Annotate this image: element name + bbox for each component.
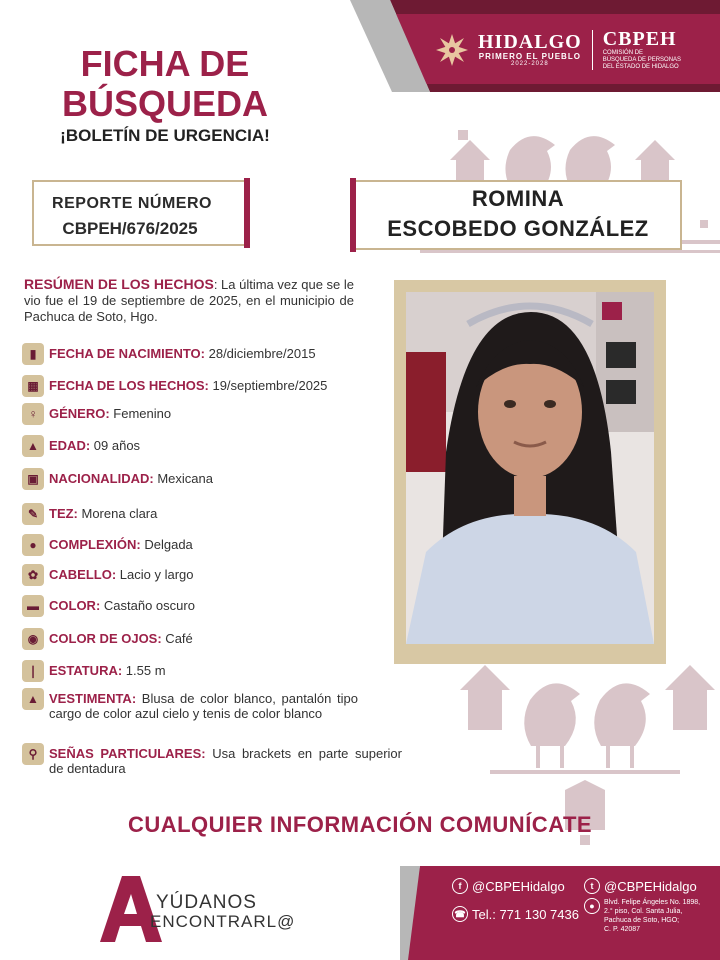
fact-label: VESTIMENTA:: [49, 691, 137, 706]
fact-birth-date: [22, 343, 362, 365]
summary-label: RESÚMEN DE LOS HECHOS: [24, 276, 214, 292]
facebook-icon: f: [452, 878, 468, 894]
fact-value: Lacio y largo: [116, 567, 194, 582]
fact-nationality: [22, 468, 362, 490]
address-contact: [584, 898, 700, 934]
body-icon: ●: [22, 534, 44, 556]
calendar-icon: ▦: [22, 375, 44, 397]
location-pin-icon: ●: [584, 898, 600, 914]
summary-value: : La última vez que se le vio fue el 19 de septiembre de 2025, en el municipio de Pachuca de Soto, Hgo.: [24, 277, 355, 324]
height-icon: ❘: [22, 660, 44, 682]
gender-icon: ♀: [22, 403, 44, 425]
hidalgo-flower-icon: [434, 32, 470, 68]
id-card-icon: ▣: [22, 468, 44, 490]
fact-distinguishing-marks: [22, 743, 402, 776]
twitter-contact[interactable]: [584, 878, 697, 894]
phone-icon: ☎: [452, 906, 468, 922]
fact-build: [22, 534, 362, 556]
fact-label: GÉNERO:: [49, 406, 110, 421]
cbpeh-sub-1: COMISIÓN DE: [602, 50, 644, 56]
fact-label: TEZ:: [49, 506, 78, 521]
fact-value: Femenino: [109, 406, 172, 421]
report-number: CBPEH/676/2025: [62, 219, 198, 238]
age-icon: ▲: [22, 435, 44, 457]
fact-value: 28/diciembre/2015: [205, 346, 316, 361]
facebook-handle: @CBPEHidalgo: [472, 878, 565, 894]
phone-number: Tel.: 771 130 7436: [472, 906, 579, 922]
call-to-action: CUALQUIER INFORMACIÓN COMUNÍCATE: [127, 812, 593, 837]
fact-label: NACIONALIDAD:: [49, 471, 154, 486]
hidalgo-subtitle: PRIMERO EL PUEBLO: [478, 52, 581, 61]
fact-height: [22, 660, 362, 682]
fact-event-date: [22, 375, 362, 397]
address-line-4: C. P. 42087: [604, 926, 641, 933]
fact-value: Castaño oscuro: [100, 598, 195, 613]
fact-skin: [22, 503, 362, 525]
hidalgo-title: HIDALGO: [478, 31, 582, 53]
hair-icon: ✿: [22, 564, 44, 586]
twitter-handle: @CBPEHidalgo: [604, 878, 697, 894]
cbpeh-sub-3: DEL ESTADO DE HIDALGO: [602, 64, 679, 70]
page-title: [40, 44, 290, 124]
fact-value: 1.55 m: [122, 663, 166, 678]
fact-value: Morena clara: [77, 506, 158, 521]
shirt-icon: ▲: [22, 688, 44, 710]
cbpeh-title: CBPEH: [602, 28, 677, 50]
fact-label: EDAD:: [49, 438, 91, 453]
fact-label: COLOR:: [49, 598, 101, 613]
summary-text: [24, 276, 354, 325]
title-line-1: FICHA DE: [80, 43, 250, 84]
title-line-2: BÚSQUEDA: [61, 83, 268, 124]
ayudanos-line-1: YÚDANOS: [156, 892, 257, 913]
fact-color: [22, 595, 362, 617]
urgency-subtitle: ¡BOLETÍN DE URGENCIA!: [60, 126, 270, 145]
fact-clothing: [22, 688, 358, 721]
fact-age: [22, 435, 362, 457]
hidalgo-years: 2022-2028: [510, 61, 549, 67]
header-logos: [434, 28, 681, 71]
fact-eye-color: [22, 628, 362, 650]
fact-label: CABELLO:: [49, 567, 117, 582]
twitter-icon: t: [584, 878, 600, 894]
ayudanos-line-2: ENCONTRARL@: [150, 912, 296, 931]
fact-label: COLOR DE OJOS:: [49, 631, 162, 646]
logo-divider: [592, 30, 593, 70]
fact-value: Café: [161, 631, 193, 646]
missing-person-photo: [406, 292, 654, 644]
report-box-accent: [244, 178, 250, 248]
fact-label: FECHA DE NACIMIENTO:: [49, 346, 205, 361]
eye-icon: ◉: [22, 628, 44, 650]
fact-gender: [22, 403, 362, 425]
fact-value: 09 años: [90, 438, 141, 453]
cake-icon: ▮: [22, 343, 44, 365]
fact-value: Usa brackets en parte superior de dentadura: [49, 746, 402, 776]
address-line-1: Blvd. Felipe Ángeles No. 1898,: [604, 899, 701, 906]
fact-value: 19/septiembre/2025: [208, 378, 328, 393]
fact-label: FECHA DE LOS HECHOS:: [49, 378, 209, 393]
person-last-names: ESCOBEDO GONZÁLEZ: [387, 216, 649, 241]
fact-hair: [22, 564, 362, 586]
fact-value: Blusa de color blanco, pantalón tipo cargo de color azul cielo y tenis de color blanco: [49, 691, 358, 721]
phone-contact[interactable]: [452, 906, 579, 922]
fact-label: ESTATURA:: [49, 663, 123, 678]
color-icon: ▬: [22, 595, 44, 617]
magnifier-icon: ⚲: [22, 743, 44, 765]
fact-label: COMPLEXIÓN:: [49, 537, 141, 552]
person-first-name: ROMINA: [471, 186, 565, 211]
skin-icon: ✎: [22, 503, 44, 525]
facebook-contact[interactable]: [452, 878, 565, 894]
fact-value: Mexicana: [153, 471, 213, 486]
name-box-accent: [350, 178, 356, 252]
report-label: REPORTE NÚMERO: [52, 195, 212, 212]
cbpeh-sub-2: BÚSQUEDA DE PERSONAS: [602, 57, 682, 63]
address-line-2: 2.° piso, Col. Santa Julia,: [604, 908, 683, 915]
address-line-3: Pachuca de Soto, HGO;: [604, 917, 680, 924]
fact-label: SEÑAS PARTICULARES:: [49, 746, 206, 761]
fact-value: Delgada: [140, 537, 193, 552]
